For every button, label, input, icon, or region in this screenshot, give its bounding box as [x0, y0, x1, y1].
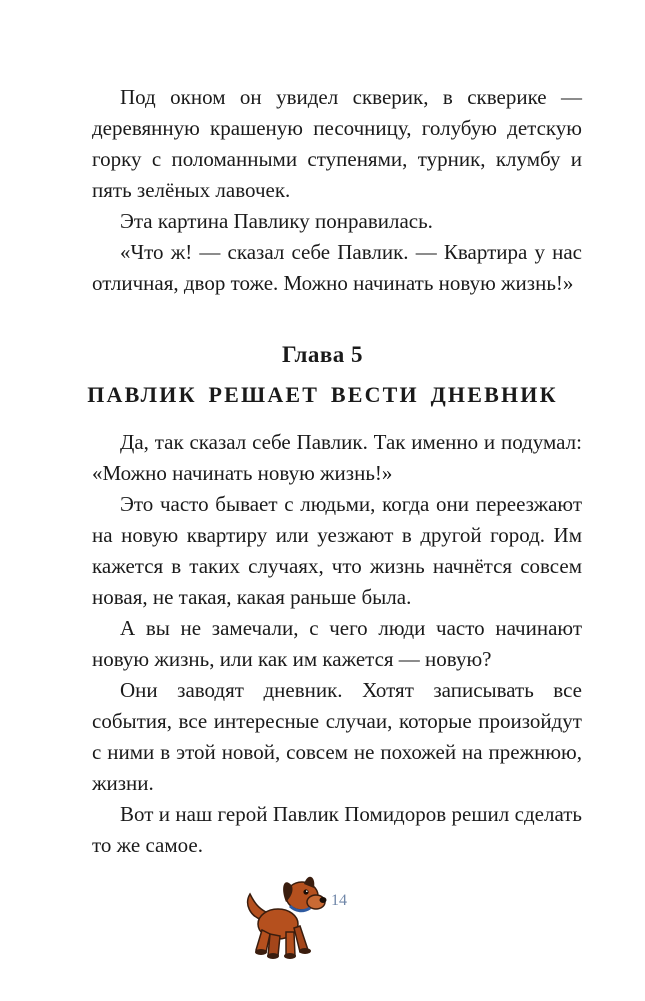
- paragraph: Они заводят дневник. Хотят записывать все события, все интересные случаи, которые произойдут с ними в этой новой, совсем не похожей на прежнюю, жизни.: [92, 678, 582, 795]
- paragraph: Под окном он увидел скверик, в скверике — деревянную крашеную песочницу, голубую детскую горку с поломанными ступенями, турник, клумбу и пять зелёных лавочек.: [92, 85, 582, 202]
- paragraph: Вот и наш герой Павлик Помидоров решил сделать то же самое.: [92, 802, 582, 857]
- chapter-number: Глава 5: [281, 342, 364, 367]
- paragraph: Это часто бывает с людьми, когда они переезжают на новую квартиру или уезжают в другой город. Им кажется в таких случаях, что жизнь начнётся совсем новая, не такая, какая раньше была.: [92, 492, 582, 609]
- paragraph: А вы не замечали, с чего люди часто начинают новую жизнь, или как им кажется — новую?: [92, 616, 582, 671]
- page-number: 14: [331, 892, 347, 909]
- paragraph: Да, так сказал себе Павлик. Так именно и подумал: «Можно начинать новую жизнь!»: [92, 430, 582, 485]
- page-footer: [240, 858, 400, 968]
- dog-icon: [240, 858, 330, 968]
- paragraph: «Что ж! — сказал себе Павлик. — Квартира у нас отличная, двор тоже. Можно начинать новую жизнь!»: [92, 240, 582, 295]
- text-block-chapter-body: [92, 427, 582, 861]
- chapter-title: ПАВЛИК РЕШАЕТ ВЕСТИ ДНЕВНИК: [87, 382, 558, 407]
- paragraph: Эта картина Павлику понравилась.: [120, 209, 433, 233]
- text-block-before-chapter: [92, 82, 582, 299]
